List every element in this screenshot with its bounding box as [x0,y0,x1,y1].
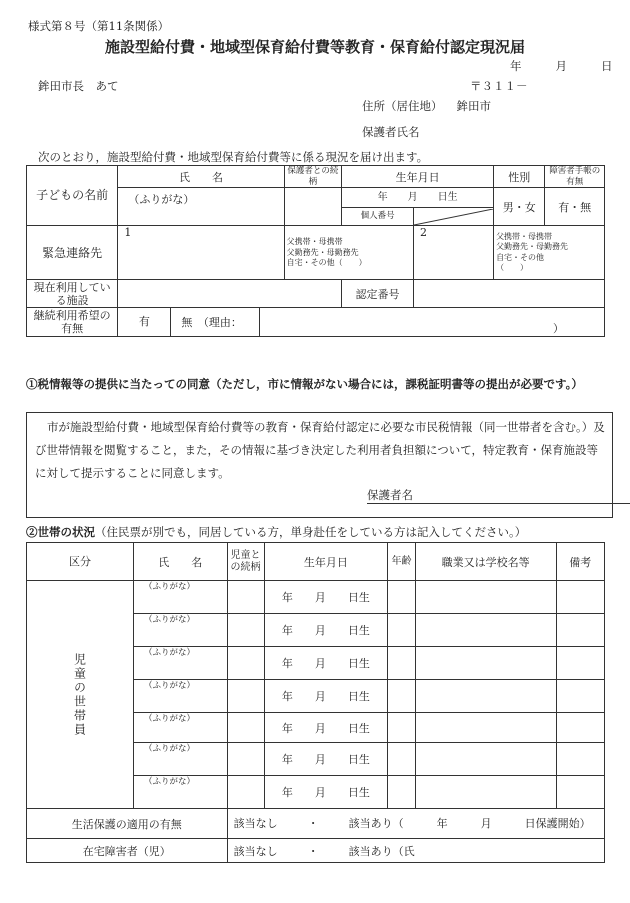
disabled-field[interactable]: 該当なし ・ 該当あり（氏 [227,839,604,863]
section2-heading [26,524,526,540]
child-dob-field[interactable]: 年 月 日生 [342,188,494,208]
personal-number-label: 個人番号 [342,208,414,226]
member-age-field[interactable] [388,680,415,713]
continue-no[interactable]: 無 （理由： [181,315,242,329]
member-remarks-header: 備考 [556,543,604,581]
submission-date[interactable] [510,58,613,74]
child-info-table [26,165,605,337]
member-relation-field[interactable] [227,680,264,713]
guardian-signature-field[interactable]: 保護者名 [367,487,630,504]
member-age-field[interactable] [388,647,415,680]
relation-header: 保護者との続柄 [284,166,341,188]
member-occupation-field[interactable] [415,713,556,743]
form-number: 様式第８号（第11条関係） [28,19,170,33]
member-dob-field[interactable]: 年 月 日生 [264,776,388,809]
gender-field[interactable]: 男・女 [494,188,545,226]
member-relation-field[interactable] [227,743,264,776]
continue-reason-field[interactable]: ） [260,308,605,337]
member-age-field[interactable] [388,614,415,647]
continue-label: 継続利用希望の有無 [27,308,118,337]
child-name-field[interactable]: （ふりがな） [118,188,284,226]
facility-label: 現在利用している施設 [27,280,118,308]
year-label: 年 [510,59,522,73]
member-relation-field[interactable] [227,776,264,809]
disability-header: 障害者手帳の有無 [545,166,605,188]
category-header: 区分 [27,543,134,581]
emergency-label: 緊急連絡先 [27,226,118,280]
member-age-field[interactable] [388,581,415,614]
member-dob-field[interactable]: 年 月 日生 [264,581,388,614]
member-dob-field[interactable]: 年 月 日生 [264,680,388,713]
disabled-yes[interactable]: 該当あり（氏 [348,844,415,858]
member-name-header: 氏 名 [134,543,228,581]
member-name-field[interactable]: （ふりがな） [134,743,228,776]
address-field[interactable] [362,98,491,114]
member-occupation-field[interactable] [415,581,556,614]
section2-note: （住民票が別でも，同居している方，単身赴任をしている方は記入してください。） [95,525,527,539]
consent-text: 市が施設型給付費・地域型保育給付費等の教育・保育給付認定に必要な市民税情報（同一世帯者を含む。）及び世帯情報を閲覧すること，また，その情報に基づき決定した利用者負担額について，特定教育・保育施設等に対して提示することに同意します。 [35,420,605,480]
member-dob-field[interactable]: 年 月 日生 [264,647,388,680]
intro-text: 次のとおり，施設型給付費・地域型保育給付費等に係る現況を届け出ます。 [38,150,429,164]
emergency-options-2[interactable]: 父携帯・母携帯 父勤務先・母勤務先 自宅・その他 （ ） [494,226,605,280]
member-occupation-field[interactable] [415,680,556,713]
welfare-yes[interactable]: 該当あり（ 年 月 日保護開始） [348,817,591,830]
member-age-field[interactable] [388,713,415,743]
day-label: 日 [601,59,613,73]
member-occupation-field[interactable] [415,743,556,776]
child-name-label: 子どもの名前 [27,166,118,226]
addressee: 鉾田市長 あて [38,79,119,93]
member-dob-field[interactable]: 年 月 日生 [264,743,388,776]
facility-field[interactable] [118,280,342,308]
household-table [26,542,605,863]
disabled-none[interactable]: 該当なし [233,844,278,858]
member-remarks-field[interactable] [556,647,604,680]
member-dob-header: 生年月日 [264,543,388,581]
member-occupation-field[interactable] [415,614,556,647]
member-name-field[interactable]: （ふりがな） [134,614,228,647]
member-occupation-field[interactable] [415,776,556,809]
cert-number-field[interactable] [414,280,605,308]
month-label: 月 [555,59,567,73]
member-relation-field[interactable] [227,647,264,680]
section2-title: ②世帯の状況 [26,525,95,539]
member-remarks-field[interactable] [556,581,604,614]
member-dob-field[interactable]: 年 月 日生 [264,713,388,743]
member-relation-field[interactable] [227,581,264,614]
welfare-label: 生活保護の適用の有無 [27,809,228,839]
member-age-field[interactable] [388,776,415,809]
gender-header: 性別 [494,166,545,188]
member-name-field[interactable]: （ふりがな） [134,713,228,743]
member-dob-field[interactable]: 年 月 日生 [264,614,388,647]
member-age-header: 年齢 [388,543,415,581]
personal-number-field[interactable] [414,208,494,226]
member-remarks-field[interactable] [556,713,604,743]
member-relation-header: 児童との続柄 [227,543,264,581]
member-remarks-field[interactable] [556,680,604,713]
member-remarks-field[interactable] [556,776,604,809]
cert-number-label: 認定番号 [342,280,414,308]
welfare-field[interactable]: 該当なし ・ 該当あり（ 年 月 日保護開始） [227,809,604,839]
member-relation-field[interactable] [227,614,264,647]
member-name-field[interactable]: （ふりがな） [134,581,228,614]
name-header: 氏 名 [118,166,284,188]
diagonal-line [414,209,493,225]
member-occupation-header: 職業又は学校名等 [415,543,556,581]
member-occupation-field[interactable] [415,647,556,680]
disability-field[interactable]: 有・無 [545,188,605,226]
address-label: 住所（居住地） [362,99,443,113]
guardian-name-field[interactable]: 保護者氏名 [362,125,420,139]
postal-code-field[interactable]: 〒３１１－ [470,79,528,93]
section1-heading: ①税情報等の提供に当たっての同意（ただし，市に情報がない場合には，課税証明書等の提出が必要です。） [26,377,583,391]
member-age-field[interactable] [388,743,415,776]
household-category: 児童の世帯員 [27,581,134,809]
member-relation-field[interactable] [227,713,264,743]
member-name-field[interactable]: （ふりがな） [134,776,228,809]
emergency-contact-1-field[interactable]: 1 [118,226,284,280]
member-remarks-field[interactable] [556,743,604,776]
emergency-options-1[interactable]: 父携帯・母携帯 父勤務先・母勤務先 自宅・その他（ ） [284,226,413,280]
page-title: 施設型給付費・地域型保育給付費等教育・保育給付認定現況届 [104,38,525,56]
member-remarks-field[interactable] [556,614,604,647]
disabled-label: 在宅障害者（児） [27,839,228,863]
welfare-none[interactable]: 該当なし [233,817,278,830]
continue-choice[interactable] [118,308,260,337]
member-name-field[interactable]: （ふりがな） [134,680,228,713]
address-city: 鉾田市 [456,99,491,113]
member-name-field[interactable]: （ふりがな） [134,647,228,680]
consent-box [26,412,613,518]
continue-yes[interactable]: 有 [118,308,171,336]
child-relation-field[interactable] [284,188,341,226]
dob-header: 生年月日 [342,166,494,188]
emergency-contact-2-field[interactable]: 2 [414,226,494,280]
